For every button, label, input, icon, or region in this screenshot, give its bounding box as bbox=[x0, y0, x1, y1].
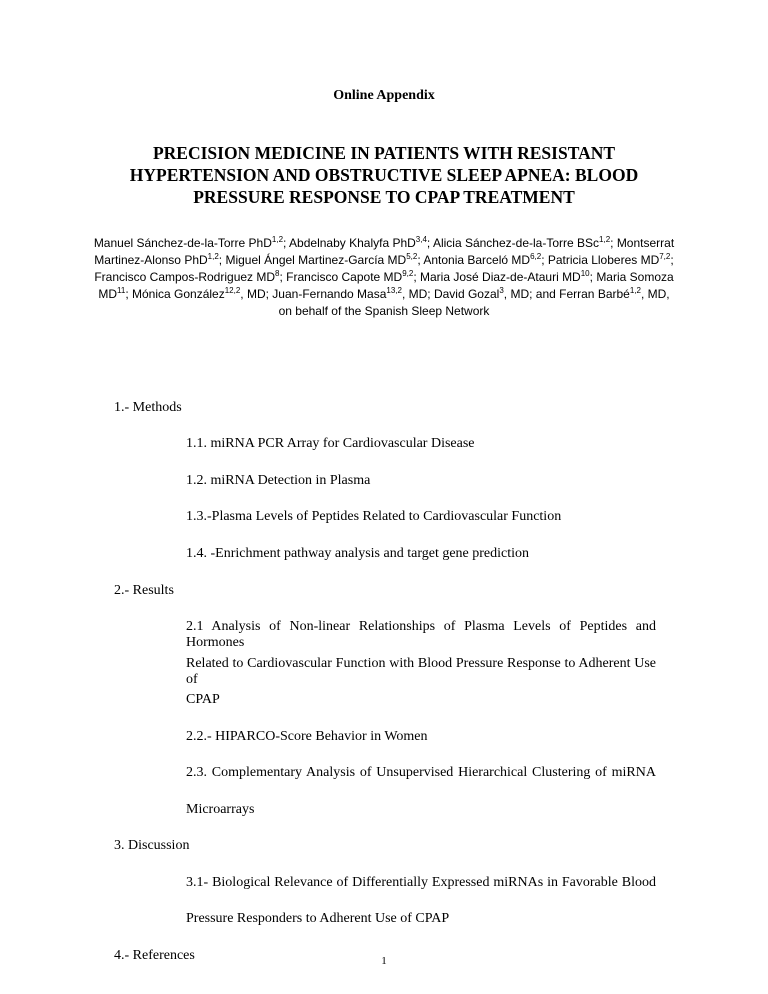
paper-title bbox=[100, 142, 668, 208]
author-separator: ; bbox=[541, 253, 548, 267]
title-line: HYPERTENSION AND OBSTRUCTIVE SLEEP APNEA: BLOOD bbox=[129, 165, 639, 185]
toc-section-references: 4.- References bbox=[114, 948, 195, 963]
author-name: Francisco Capote MD bbox=[286, 270, 403, 284]
page-number: 1 bbox=[381, 955, 387, 967]
title-line: PRESSURE RESPONSE TO CPAP TREATMENT bbox=[193, 187, 575, 207]
title-line: PRECISION MEDICINE IN PATIENTS WITH RESISTANT bbox=[152, 143, 616, 163]
author-separator: ; bbox=[417, 253, 424, 267]
author-affiliation: 10 bbox=[580, 269, 590, 278]
author-name: Maria Somoza MD bbox=[98, 270, 674, 301]
toc-item: 3.1- Biological Relevance of Differentially Expressed miRNAs in Favorable Blood bbox=[186, 875, 656, 890]
author-separator: ; bbox=[589, 270, 597, 284]
author-affiliation: 12,2 bbox=[224, 286, 241, 295]
toc-section-results: 2.- Results bbox=[114, 583, 174, 598]
author-separator: ; bbox=[279, 270, 287, 284]
author-affiliation: 3,4 bbox=[415, 235, 427, 244]
toc-item: 2.1 Analysis of Non-linear Relationships of Plasma Levels of Peptides and Hormones bbox=[186, 619, 656, 650]
author-affiliation: 1,2 bbox=[599, 235, 611, 244]
author-separator: , MD; bbox=[240, 287, 273, 301]
author-name: Ferran Barbé bbox=[559, 287, 630, 301]
author-affiliation: 8 bbox=[275, 269, 280, 278]
author-separator: ; bbox=[670, 253, 674, 267]
author-separator: , MD, on behalf of the Spanish Sleep Network bbox=[278, 287, 670, 318]
author-list bbox=[92, 235, 676, 320]
toc-item: CPAP bbox=[186, 692, 220, 707]
author-name: Mónica González bbox=[132, 287, 225, 301]
author-affiliation: 6,2 bbox=[530, 252, 542, 261]
author-separator: ; bbox=[413, 270, 421, 284]
author-name: David Gozal bbox=[433, 287, 500, 301]
author-separator: ; bbox=[125, 287, 132, 301]
author-affiliation: 9,2 bbox=[402, 269, 414, 278]
author-name: Juan-Fernando Masa bbox=[272, 287, 387, 301]
author-separator: , MD; and bbox=[503, 287, 560, 301]
author-affiliation: 7,2 bbox=[659, 252, 671, 261]
toc-section-methods: 1.- Methods bbox=[114, 400, 182, 415]
author-name: Francisco Campos-Rodriguez MD bbox=[94, 270, 276, 284]
author-affiliation: 3 bbox=[499, 286, 504, 295]
author-separator: ; bbox=[218, 253, 226, 267]
author-affiliation: 1,2 bbox=[629, 286, 641, 295]
author-name: Alicia Sánchez-de-la-Torre BSc bbox=[432, 236, 600, 250]
toc-item: 2.3. Complementary Analysis of Unsupervised Hierarchical Clustering of miRNA bbox=[186, 765, 656, 780]
author-affiliation: 1,2 bbox=[271, 235, 284, 244]
toc-section-discussion: 3. Discussion bbox=[114, 838, 190, 853]
author-separator: ; bbox=[426, 236, 433, 250]
author-name: Manuel Sánchez-de-la-Torre PhD bbox=[93, 236, 272, 250]
toc-item: 1.2. miRNA Detection in Plasma bbox=[186, 473, 371, 488]
author-separator: ; bbox=[610, 236, 617, 250]
author-name: Miguel Ángel Martinez-García MD bbox=[225, 253, 407, 267]
author-affiliation: 1,2 bbox=[207, 252, 219, 261]
toc-item: 1.1. miRNA PCR Array for Cardiovascular Disease bbox=[186, 436, 475, 451]
author-name: Maria José Diaz-de-Atauri MD bbox=[420, 270, 581, 284]
author-separator: ; bbox=[283, 236, 290, 250]
toc-item: 1.4. -Enrichment pathway analysis and target gene prediction bbox=[186, 546, 530, 561]
author-affiliation: 13,2 bbox=[386, 286, 402, 295]
author-separator: , MD; bbox=[401, 287, 434, 301]
author-name: Antonia Barceló MD bbox=[423, 253, 531, 267]
author-affiliation: 5,2 bbox=[406, 252, 418, 261]
toc-item: 2.2.- HIPARCO-Score Behavior in Women bbox=[186, 729, 428, 744]
author-name: Montserrat Martinez-Alonso PhD bbox=[94, 236, 675, 267]
appendix-label: Online Appendix bbox=[333, 88, 435, 103]
toc-item: 1.3.-Plasma Levels of Peptides Related to Cardiovascular Function bbox=[186, 509, 562, 524]
author-name: Patricia Lloberes MD bbox=[547, 253, 660, 267]
toc-item: Microarrays bbox=[186, 802, 255, 817]
author-name: Abdelnaby Khalyfa PhD bbox=[289, 236, 416, 250]
toc-item: Pressure Responders to Adherent Use of CPAP bbox=[186, 911, 450, 926]
toc-item: Related to Cardiovascular Function with Blood Pressure Response to Adherent Use of bbox=[186, 656, 656, 687]
author-affiliation: 11 bbox=[117, 286, 126, 295]
